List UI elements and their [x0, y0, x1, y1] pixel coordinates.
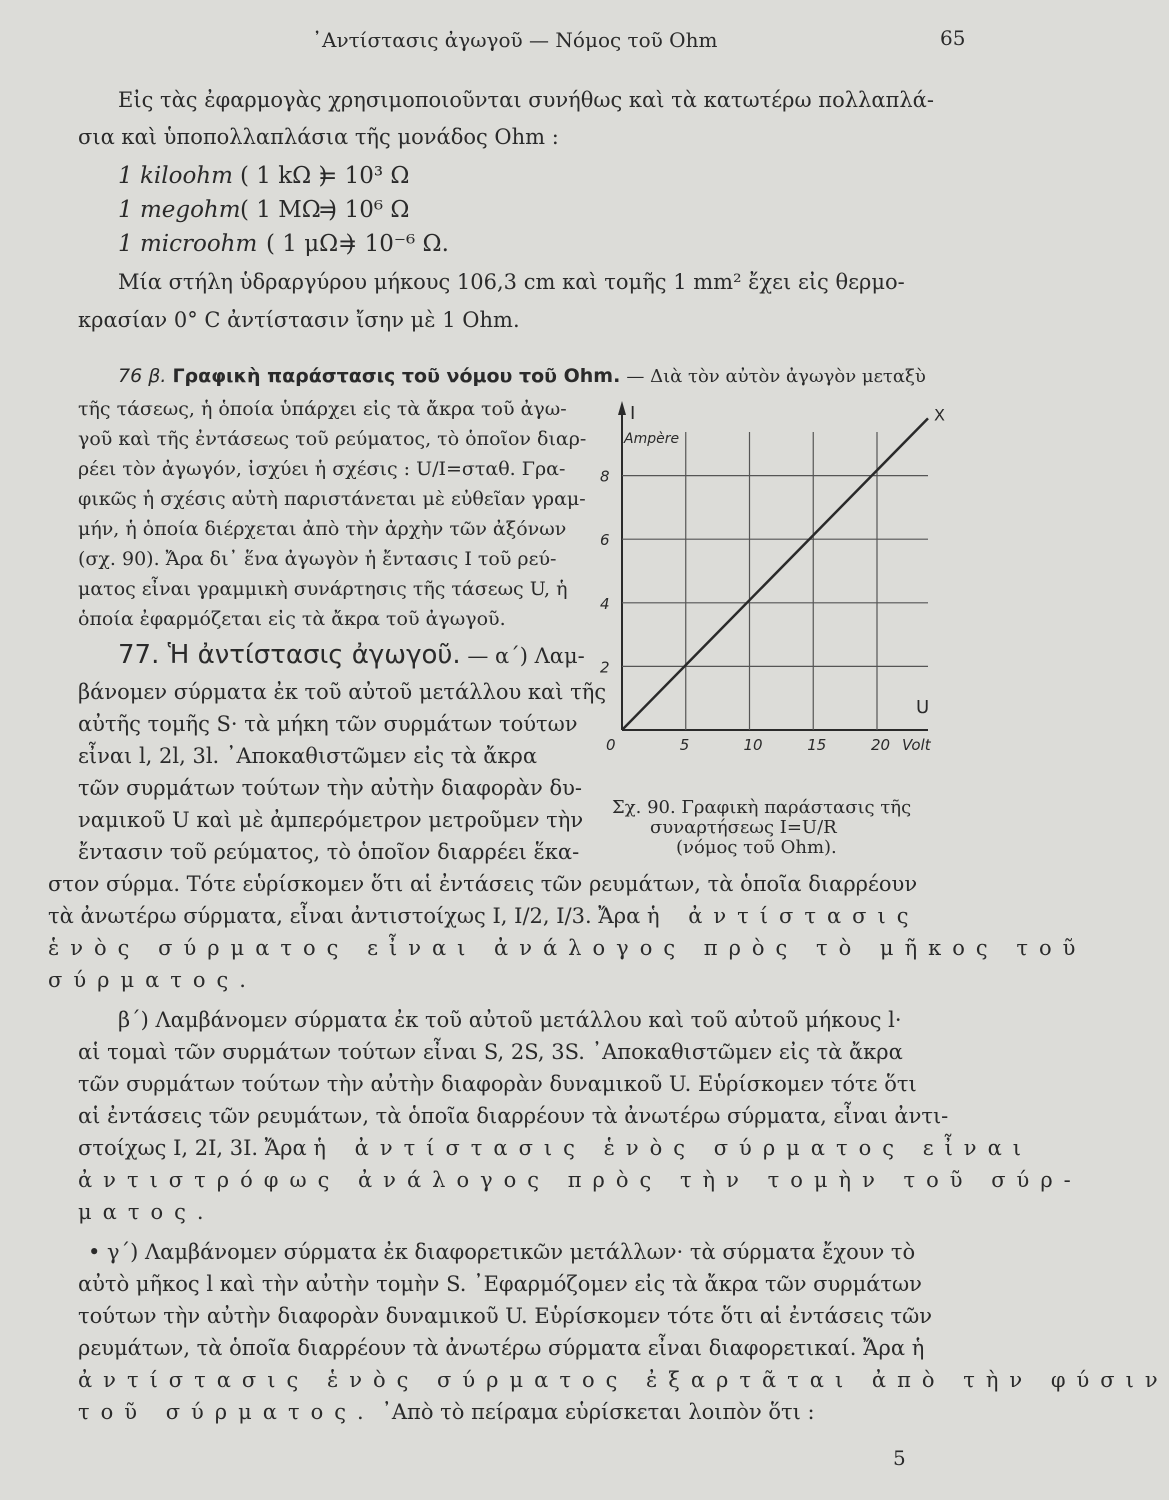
spaced-emphasis-line: ἀντιστρόφως ἀνάλογος πρὸς τὴν τομὴν τοῦ σύρ- — [78, 1168, 1082, 1192]
section-76-line: (σχ. 90). Ἄρα δι᾿ ἕνα ἀγωγὸν ἡ ἔντασις I τοῦ ρεύ- — [78, 548, 557, 570]
mercury-line-2: κρασίαν 0° C ἀντίστασιν ἴσην μὲ 1 Ohm. — [78, 308, 520, 332]
unit-megohm — [118, 197, 410, 223]
x-tick-label: 15 — [807, 736, 827, 754]
unit-symbol: ( 1 μΩ ) — [266, 231, 355, 257]
ohm-law-line — [622, 418, 928, 730]
line-label-x: X — [934, 405, 945, 425]
x-tick-label: 10 — [743, 736, 763, 754]
signature-mark: 5 — [893, 1446, 906, 1470]
spaced-emphasis-line: ἑνὸς σύρματος εἶναι ἀνάλογος πρὸς τὸ μῆκος τοῦ — [48, 936, 1087, 960]
spaced-emphasis: ἡ ἀντίστασις ἑνὸς σύρματος εἶναι — [313, 1136, 1032, 1160]
figure-caption-line-2: συναρτήσεως I=U/R — [650, 817, 837, 838]
section-77-full-line: στον σύρμα. Τότε εὑρίσκομεν ὅτι αἱ ἐντάσεις τῶν ρευμάτων, τὰ ὁποῖα διαρρέουν — [48, 872, 918, 896]
section-77-line: εἶναι l, 2l, 3l. ᾿Αποκαθιστῶμεν εἰς τὰ ἄκρα — [78, 744, 538, 768]
unit-name: 1 microohm — [118, 231, 258, 257]
y-tick-label: 6 — [600, 531, 610, 550]
intro-line-2: σια καὶ ὑποπολλαπλάσια τῆς μονάδος Ohm : — [78, 125, 559, 149]
section-77-title: 77. Ἡ ἀντίστασις ἀγωγοῦ. — [118, 640, 461, 670]
paragraph-b-line: αἱ τομαὶ τῶν συρμάτων τούτων εἶναι S, 2S, 3S. ᾿Αποκαθιστῶμεν εἰς τὰ ἄκρα — [78, 1040, 903, 1064]
paragraph-b-line — [78, 1136, 1032, 1160]
x-axis-label: Volt — [902, 736, 931, 754]
section-77-heading-tail: — α΄) Λαμ- — [467, 644, 585, 668]
x-tick-labels — [680, 736, 890, 754]
section-76-line: μήν, ἡ ὁποία διέρχεται ἀπὸ τὴν ἀρχὴν τῶν ἀξόνων — [78, 518, 567, 540]
section-lead: — Διὰ τὸν αὐτὸν ἀγωγὸν μεταξὺ — [626, 366, 926, 387]
paragraph-c-tail: ᾿Απὸ τὸ πείραμα εὑρίσκεται λοιπὸν ὅτι : — [381, 1400, 815, 1424]
unit-symbol: ( 1 MΩ ) — [240, 197, 338, 223]
section-76-heading — [118, 365, 926, 387]
section-76-line: φικῶς ἡ σχέσις αὐτὴ παριστάνεται μὲ εὐθεῖαν γραμ- — [78, 488, 586, 510]
y-axis-letter: I — [630, 403, 636, 424]
x-tick-label: 20 — [871, 736, 891, 754]
unit-value: = 10⁶ Ω — [318, 197, 410, 223]
y-tick-label: 4 — [600, 594, 610, 613]
unit-value: = 10³ Ω — [318, 163, 410, 189]
y-axis-arrow-icon — [618, 401, 626, 415]
y-tick-label: 2 — [600, 658, 610, 677]
section-77-full-line — [48, 904, 919, 928]
section-76-line: ὁποία ἐφαρμόζεται εἰς τὰ ἄκρα τοῦ ἀγωγοῦ. — [78, 608, 506, 630]
paragraph-c-line: τούτων τὴν αὐτὴν διαφορὰν δυναμικοῦ U. Εὑρίσκομεν τότε ὅτι αἱ ἐντάσεις τῶν — [78, 1304, 933, 1328]
spaced-emphasis-line: ἀντίστασις ἑνὸς σύρματος ἐξαρτᾶται ἀπὸ τὴν φύσιν — [78, 1368, 1169, 1392]
x-tick-label: 5 — [679, 736, 690, 754]
running-header: ᾿Αντίστασις ἀγωγοῦ — Νόμος τοῦ Ohm — [312, 28, 718, 52]
origin-label: 0 — [606, 736, 616, 754]
figure-ohm-law-graph — [590, 395, 970, 825]
spaced-emphasis-line: σύρματος. — [48, 968, 257, 992]
section-77-line: τῶν συρμάτων τούτων τὴν αὐτὴν διαφορὰν δυ- — [78, 776, 582, 800]
section-77-line: ναμικοῦ U καὶ μὲ ἀμπερόμετρον μετροῦμεν τὴν — [78, 808, 584, 832]
mercury-line-1: Μία στήλη ὑδραργύρου μήκους 106,3 cm καὶ τομῆς 1 mm² ἔχει εἰς θερμο- — [118, 270, 905, 294]
spaced-emphasis: τοῦ σύρματος. — [78, 1400, 375, 1424]
spaced-emphasis: ἡ — [911, 1336, 936, 1360]
section-76-line: γοῦ καὶ τῆς ἐντάσεως τοῦ ρεύματος, τὸ ὁποῖον διαρ- — [78, 428, 587, 450]
spaced-emphasis-line: ματος. — [78, 1200, 215, 1224]
section-77-line: βάνομεν σύρματα ἐκ τοῦ αὐτοῦ μετάλλου καὶ τῆς — [78, 680, 607, 704]
figure-caption-line-3: (νόμος τοῦ Ohm). — [676, 837, 837, 858]
vertical-gridlines — [686, 432, 877, 730]
section-number: 76 β. — [118, 365, 167, 387]
page-number: 65 — [940, 26, 966, 50]
unit-value: = 10⁻⁶ Ω. — [338, 231, 449, 257]
section-77-line: αὐτῆς τομῆς S· τὰ μήκη τῶν συρμάτων τούτων — [78, 712, 578, 736]
paragraph-b-line: β΄) Λαμβάνομεν σύρματα ἐκ τοῦ αὐτοῦ μετάλλου καὶ τοῦ αὐτοῦ μήκους l· — [118, 1008, 902, 1032]
section-77-heading — [118, 640, 585, 670]
horizontal-gridlines — [622, 476, 928, 667]
x-axis-letter: U — [916, 697, 930, 718]
paragraph-c-text: ρευμάτων, τὰ ὁποῖα διαρρέουν τὰ ἀνωτέρω σύρματα εἶναι διαφορετικαί. Ἄρα — [78, 1336, 906, 1360]
unit-kiloohm — [118, 163, 410, 189]
section-77-full-text: τὰ ἀνωτέρω σύρματα, εἶναι ἀντιστοίχως I, I/2, I/3. Ἄρα — [48, 904, 641, 928]
paragraph-b-line: τῶν συρμάτων τούτων τὴν αὐτὴν διαφορὰν δυναμικοῦ U. Εὑρίσκομεν τότε ὅτι — [78, 1072, 917, 1096]
y-tick-label: 8 — [600, 467, 610, 486]
section-76-line: τῆς τάσεως, ἡ ὁποία ὑπάρχει εἰς τὰ ἄκρα τοῦ ἀγω- — [78, 398, 567, 420]
section-76-line: ματος εἶναι γραμμικὴ συνάρτησις τῆς τάσεως U, ἡ — [78, 578, 568, 600]
section-76-line: ρέει τὸν ἀγωγόν, ἰσχύει ἡ σχέσις : U/I=σταθ. Γρα- — [78, 458, 566, 480]
unit-name: 1 kiloohm — [118, 163, 233, 189]
unit-microohm — [118, 231, 449, 257]
intro-line-1: Εἰς τὰς ἐφαρμογὰς χρησιμοποιοῦνται συνήθως καὶ τὰ κατωτέρω πολλαπλά- — [118, 88, 934, 112]
unit-name: 1 megohm — [118, 197, 241, 223]
section-title: Γραφικὴ παράστασις τοῦ νόμου τοῦ Ohm. — [172, 365, 621, 387]
y-axis-label: Ampère — [624, 431, 680, 447]
spaced-emphasis: ἡ ἀντίστασις — [646, 904, 920, 928]
section-77-line: ἔντασιν τοῦ ρεύματος, τὸ ὁποῖον διαρρέει ἕκα- — [78, 840, 580, 864]
paragraph-c-last-line — [78, 1400, 815, 1424]
figure-caption-line-1: Σχ. 90. Γραφικὴ παράστασις τῆς — [612, 797, 912, 818]
paragraph-c-line: • γ΄) Λαμβάνομεν σύρματα ἐκ διαφορετικῶν μετάλλων· τὰ σύρματα ἔχουν τὸ — [88, 1240, 916, 1264]
paragraph-c-line: αὐτὸ μῆκος l καὶ τὴν αὐτὴν τομὴν S. ᾿Εφαρμόζομεν εἰς τὰ ἄκρα τῶν συρμάτων — [78, 1272, 922, 1296]
paragraph-c-line — [78, 1336, 935, 1360]
paragraph-b-line: αἱ ἐντάσεις τῶν ρευμάτων, τὰ ὁποῖα διαρρέουν τὰ ἀνωτέρω σύρματα, εἶναι ἀντι- — [78, 1104, 949, 1128]
y-tick-labels — [600, 468, 610, 677]
paragraph-b-text: στοίχως I, 2I, 3I. Ἄρα — [78, 1136, 307, 1160]
unit-symbol: ( 1 kΩ ) — [240, 163, 328, 189]
